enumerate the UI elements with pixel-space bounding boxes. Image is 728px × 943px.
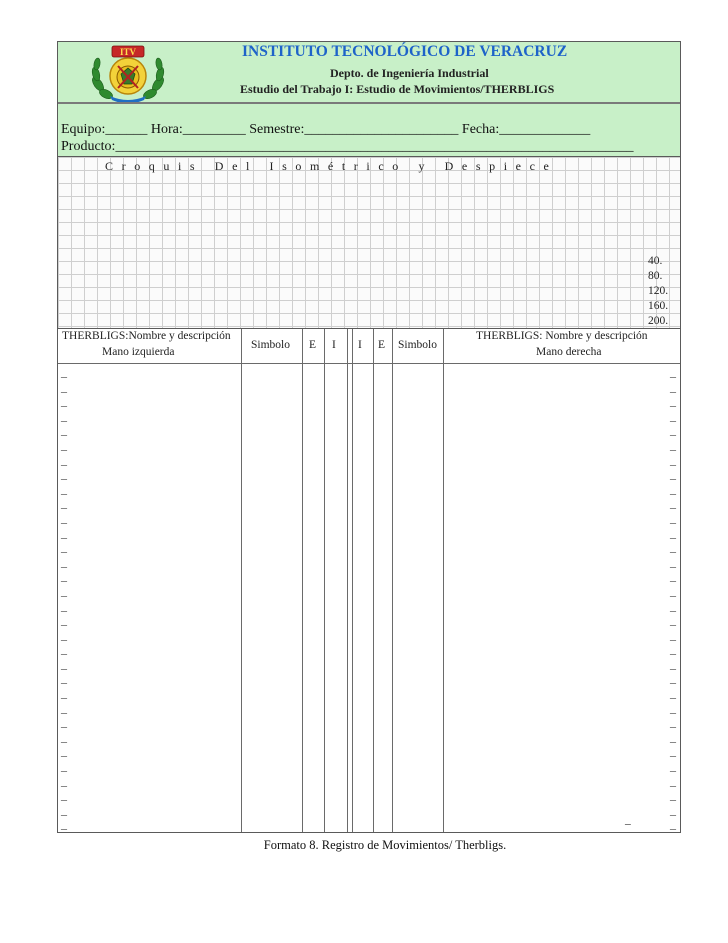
form-header: [58, 42, 680, 104]
column-divider: [352, 329, 353, 832]
row-marker: _: [670, 496, 676, 511]
info-band: [58, 104, 680, 157]
i-right-header: I: [358, 339, 362, 351]
row-marker: _: [670, 394, 676, 409]
row-marker: _: [670, 481, 676, 496]
row-marker: _: [670, 365, 676, 379]
row-marker: _: [61, 598, 67, 613]
row-marker: _: [670, 802, 676, 817]
institution-title: INSTITUTO TECNOLÓGICO DE VERACRUZ: [242, 43, 568, 60]
study-title: Estudio del Trabajo I: Estudio de Movimientos/THERBLIGS: [240, 82, 555, 96]
row-marker: _: [670, 613, 676, 628]
row-marker: _: [670, 773, 676, 788]
department-title: Depto. de Ingeniería Industrial: [330, 66, 489, 80]
column-divider: [392, 329, 393, 832]
row-marker: _: [61, 496, 67, 511]
right-row-markers: [670, 365, 676, 832]
row-marker: _: [61, 481, 67, 496]
row-marker: _: [61, 554, 67, 569]
row-marker: _: [670, 686, 676, 701]
column-divider: [373, 329, 374, 832]
row-marker: _: [61, 467, 67, 482]
row-marker: _: [61, 686, 67, 701]
row-marker: _: [670, 423, 676, 438]
figure-caption: Formato 8. Registro de Movimientos/ Therbligs.: [263, 838, 507, 852]
row-marker: _: [670, 700, 676, 715]
row-marker: _: [61, 700, 67, 715]
row-marker: _: [670, 715, 676, 730]
i-left-header: I: [332, 339, 336, 351]
header-divider: [58, 363, 680, 364]
row-marker: _: [61, 642, 67, 657]
row-marker: _: [670, 510, 676, 525]
symbol-left-header: Simbolo: [251, 339, 290, 351]
logo-text: ITV: [119, 47, 137, 57]
row-marker: _: [670, 598, 676, 613]
row-marker: _: [61, 452, 67, 467]
scale-label: 40.: [648, 255, 663, 267]
row-marker: _: [670, 540, 676, 555]
column-divider: [324, 329, 325, 832]
row-marker: _: [670, 788, 676, 803]
movement-record-form: [57, 41, 681, 833]
sketch-grid[interactable]: [58, 157, 680, 329]
row-marker: _: [61, 656, 67, 671]
row-marker: _: [61, 379, 67, 394]
row-marker: _: [61, 817, 67, 832]
left-hand-subtitle: Mano izquierda: [102, 346, 175, 358]
row-marker: _: [61, 613, 67, 628]
row-marker: _: [61, 525, 67, 540]
row-marker: _: [61, 510, 67, 525]
row-marker: _: [670, 817, 676, 832]
column-divider: [443, 329, 444, 832]
therbligs-table: [58, 329, 680, 832]
row-marker: _: [61, 729, 67, 744]
equipo-hora-semestre-fecha-line[interactable]: Equipo:______ Hora:_________ Semestre:______________________ Fecha:_____________: [61, 122, 591, 137]
left-hand-title: THERBLIGS:Nombre y descripción: [62, 330, 231, 342]
row-marker: _: [61, 437, 67, 452]
row-marker: _: [670, 408, 676, 423]
scale-label: 160.: [648, 300, 669, 312]
row-marker: _: [670, 467, 676, 482]
row-marker: _: [670, 569, 676, 584]
row-marker: _: [670, 759, 676, 774]
column-divider: [302, 329, 303, 832]
row-marker: _: [670, 671, 676, 686]
row-marker: _: [670, 642, 676, 657]
right-hand-title: THERBLIGS: Nombre y descripción: [476, 330, 648, 342]
scale-label: 80.: [648, 270, 663, 282]
row-marker: _: [61, 569, 67, 584]
row-marker: _: [670, 744, 676, 759]
row-marker: _: [61, 788, 67, 803]
symbol-right-header: Simbolo: [398, 339, 437, 351]
row-marker: _: [61, 759, 67, 774]
producto-line[interactable]: Producto:__________________________________________________________________________: [61, 139, 634, 154]
e-left-header: E: [309, 339, 317, 351]
left-row-markers: [61, 365, 67, 832]
row-marker: _: [61, 802, 67, 817]
row-marker: _: [61, 540, 67, 555]
row-marker: _: [670, 656, 676, 671]
scale-label: 120.: [648, 285, 669, 297]
row-marker: _: [670, 525, 676, 540]
row-marker: _: [670, 452, 676, 467]
row-marker: _: [670, 627, 676, 642]
row-marker: _: [61, 715, 67, 730]
right-hand-subtitle: Mano derecha: [536, 346, 602, 358]
row-marker: _: [61, 423, 67, 438]
column-divider: [241, 329, 242, 832]
institution-logo: [88, 44, 168, 102]
e-right-header: E: [378, 339, 386, 351]
column-divider: [347, 329, 348, 832]
row-marker: _: [61, 773, 67, 788]
row-marker: _: [625, 814, 631, 826]
row-marker: _: [670, 583, 676, 598]
row-marker: _: [61, 671, 67, 686]
row-marker: _: [61, 744, 67, 759]
row-marker: _: [670, 729, 676, 744]
row-marker: _: [61, 365, 67, 379]
row-marker: _: [670, 437, 676, 452]
row-marker: _: [61, 394, 67, 409]
row-marker: _: [670, 379, 676, 394]
row-marker: _: [61, 408, 67, 423]
scale-label: 200.: [648, 315, 669, 327]
row-marker: _: [670, 554, 676, 569]
row-marker: _: [61, 627, 67, 642]
row-marker: _: [61, 583, 67, 598]
grid-title: Croquis Del Isométrico y Despiece: [105, 159, 558, 173]
